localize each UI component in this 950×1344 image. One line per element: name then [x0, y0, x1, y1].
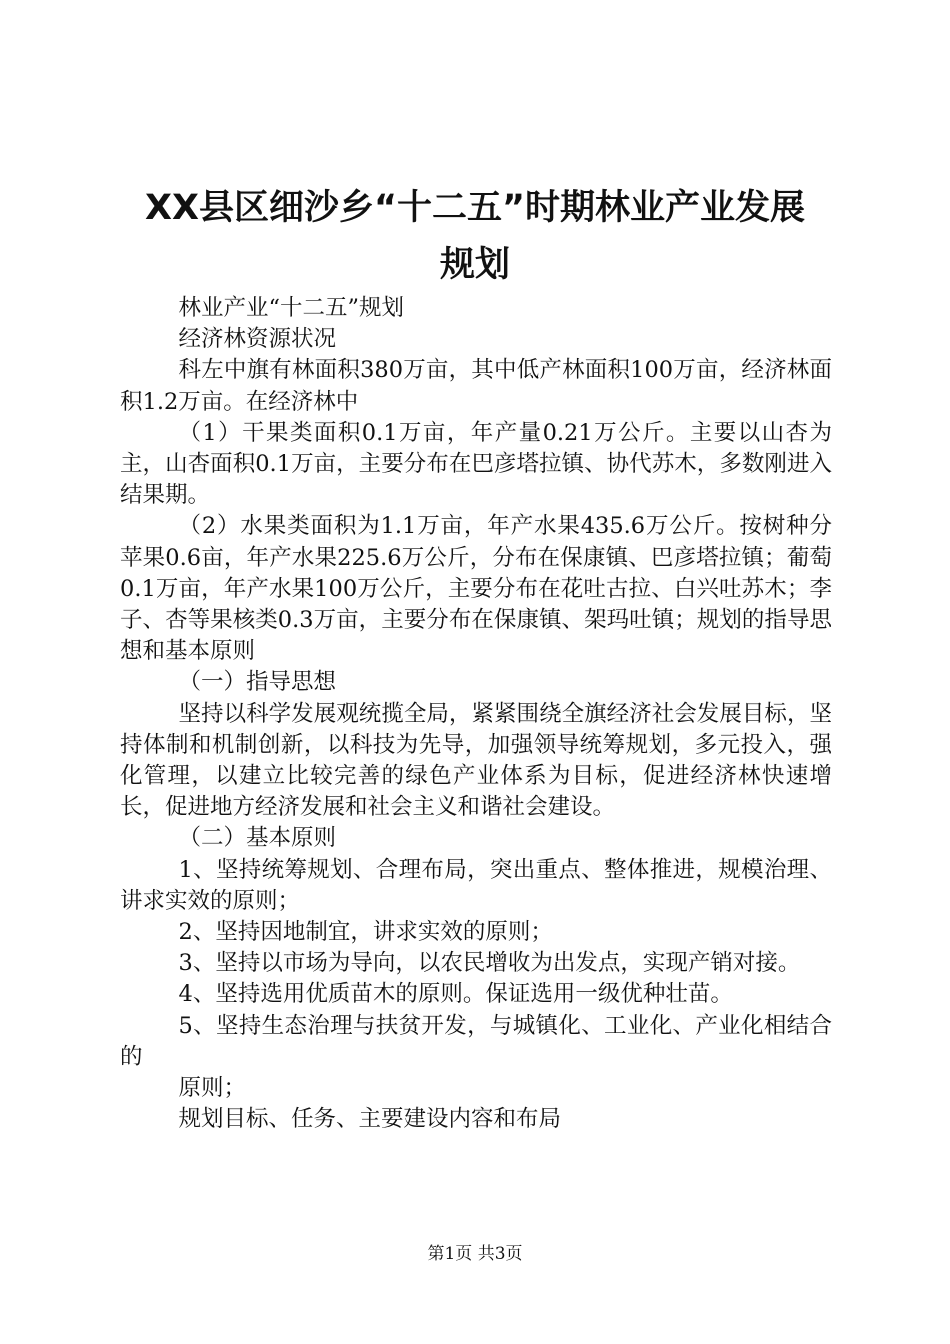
paragraph: （1）干果类面积0.1万亩，年产量0.21万公斤。主要以山杏为主，山杏面积0.1万亩，主要分布在巴彦塔拉镇、协代苏木，多数刚进入结果期。 — [120, 419, 832, 509]
document-body — [120, 293, 832, 1135]
paragraph: （一）指导思想 — [178, 669, 337, 696]
paragraph: （2）水果类面积为1.1万亩，年产水果435.6万公斤。按树种分苹果0.6亩，年产水果225.6万公斤，分布在保康镇、巴彦塔拉镇；葡萄0.1万亩，年产水果100万公斤，主要分布在花吐古拉、白兴吐苏木；李子、杏等果核类0.3万亩，主要分布在保康镇、架玛吐镇；规划的指导思想和基本原则 — [120, 513, 832, 665]
paragraph: 原则； — [178, 1075, 247, 1102]
paragraph: 规划目标、任务、主要建设内容和布局 — [178, 1106, 562, 1133]
paragraph: 1、坚持统筹规划、合理布局，突出重点、整体推进，规模治理、讲求实效的原则； — [120, 856, 832, 914]
document-title-line-2: 规划 — [439, 245, 510, 285]
paragraph: 5、坚持生态治理与扶贫开发，与城镇化、工业化、产业化相结合的 — [120, 1012, 832, 1070]
paragraph: 林业产业“十二五”规划 — [178, 295, 405, 321]
document-title-line-1: XX县区细沙乡“十二五”时期林业产业发展 — [145, 188, 805, 228]
paragraph: 坚持以科学发展观统揽全局，紧紧围绕全旗经济社会发展目标，坚持体制和机制创新，以科技为先导，加强领导统筹规划，多元投入，强化管理，以建立比较完善的绿色产业体系为目标，促进经济林快速增长，促进地方经济发展和社会主义和谐社会建设。 — [120, 700, 832, 821]
paragraph: 4、坚持选用优质苗木的原则。保证选用一级优种壮苗。 — [178, 981, 733, 1008]
paragraph: 3、坚持以市场为导向，以农民增收为出发点，实现产销对接。 — [178, 950, 801, 977]
paragraph: 经济林资源状况 — [178, 326, 337, 353]
paragraph: 2、坚持因地制宜，讲求实效的原则； — [178, 919, 553, 946]
paragraph: 科左中旗有林面积380万亩，其中低产林面积100万亩，经济林面积1.2万亩。在经济林中 — [120, 357, 832, 415]
paragraph: （二）基本原则 — [178, 825, 337, 852]
page-number-footer: 第1页 共3页 — [427, 1244, 523, 1264]
